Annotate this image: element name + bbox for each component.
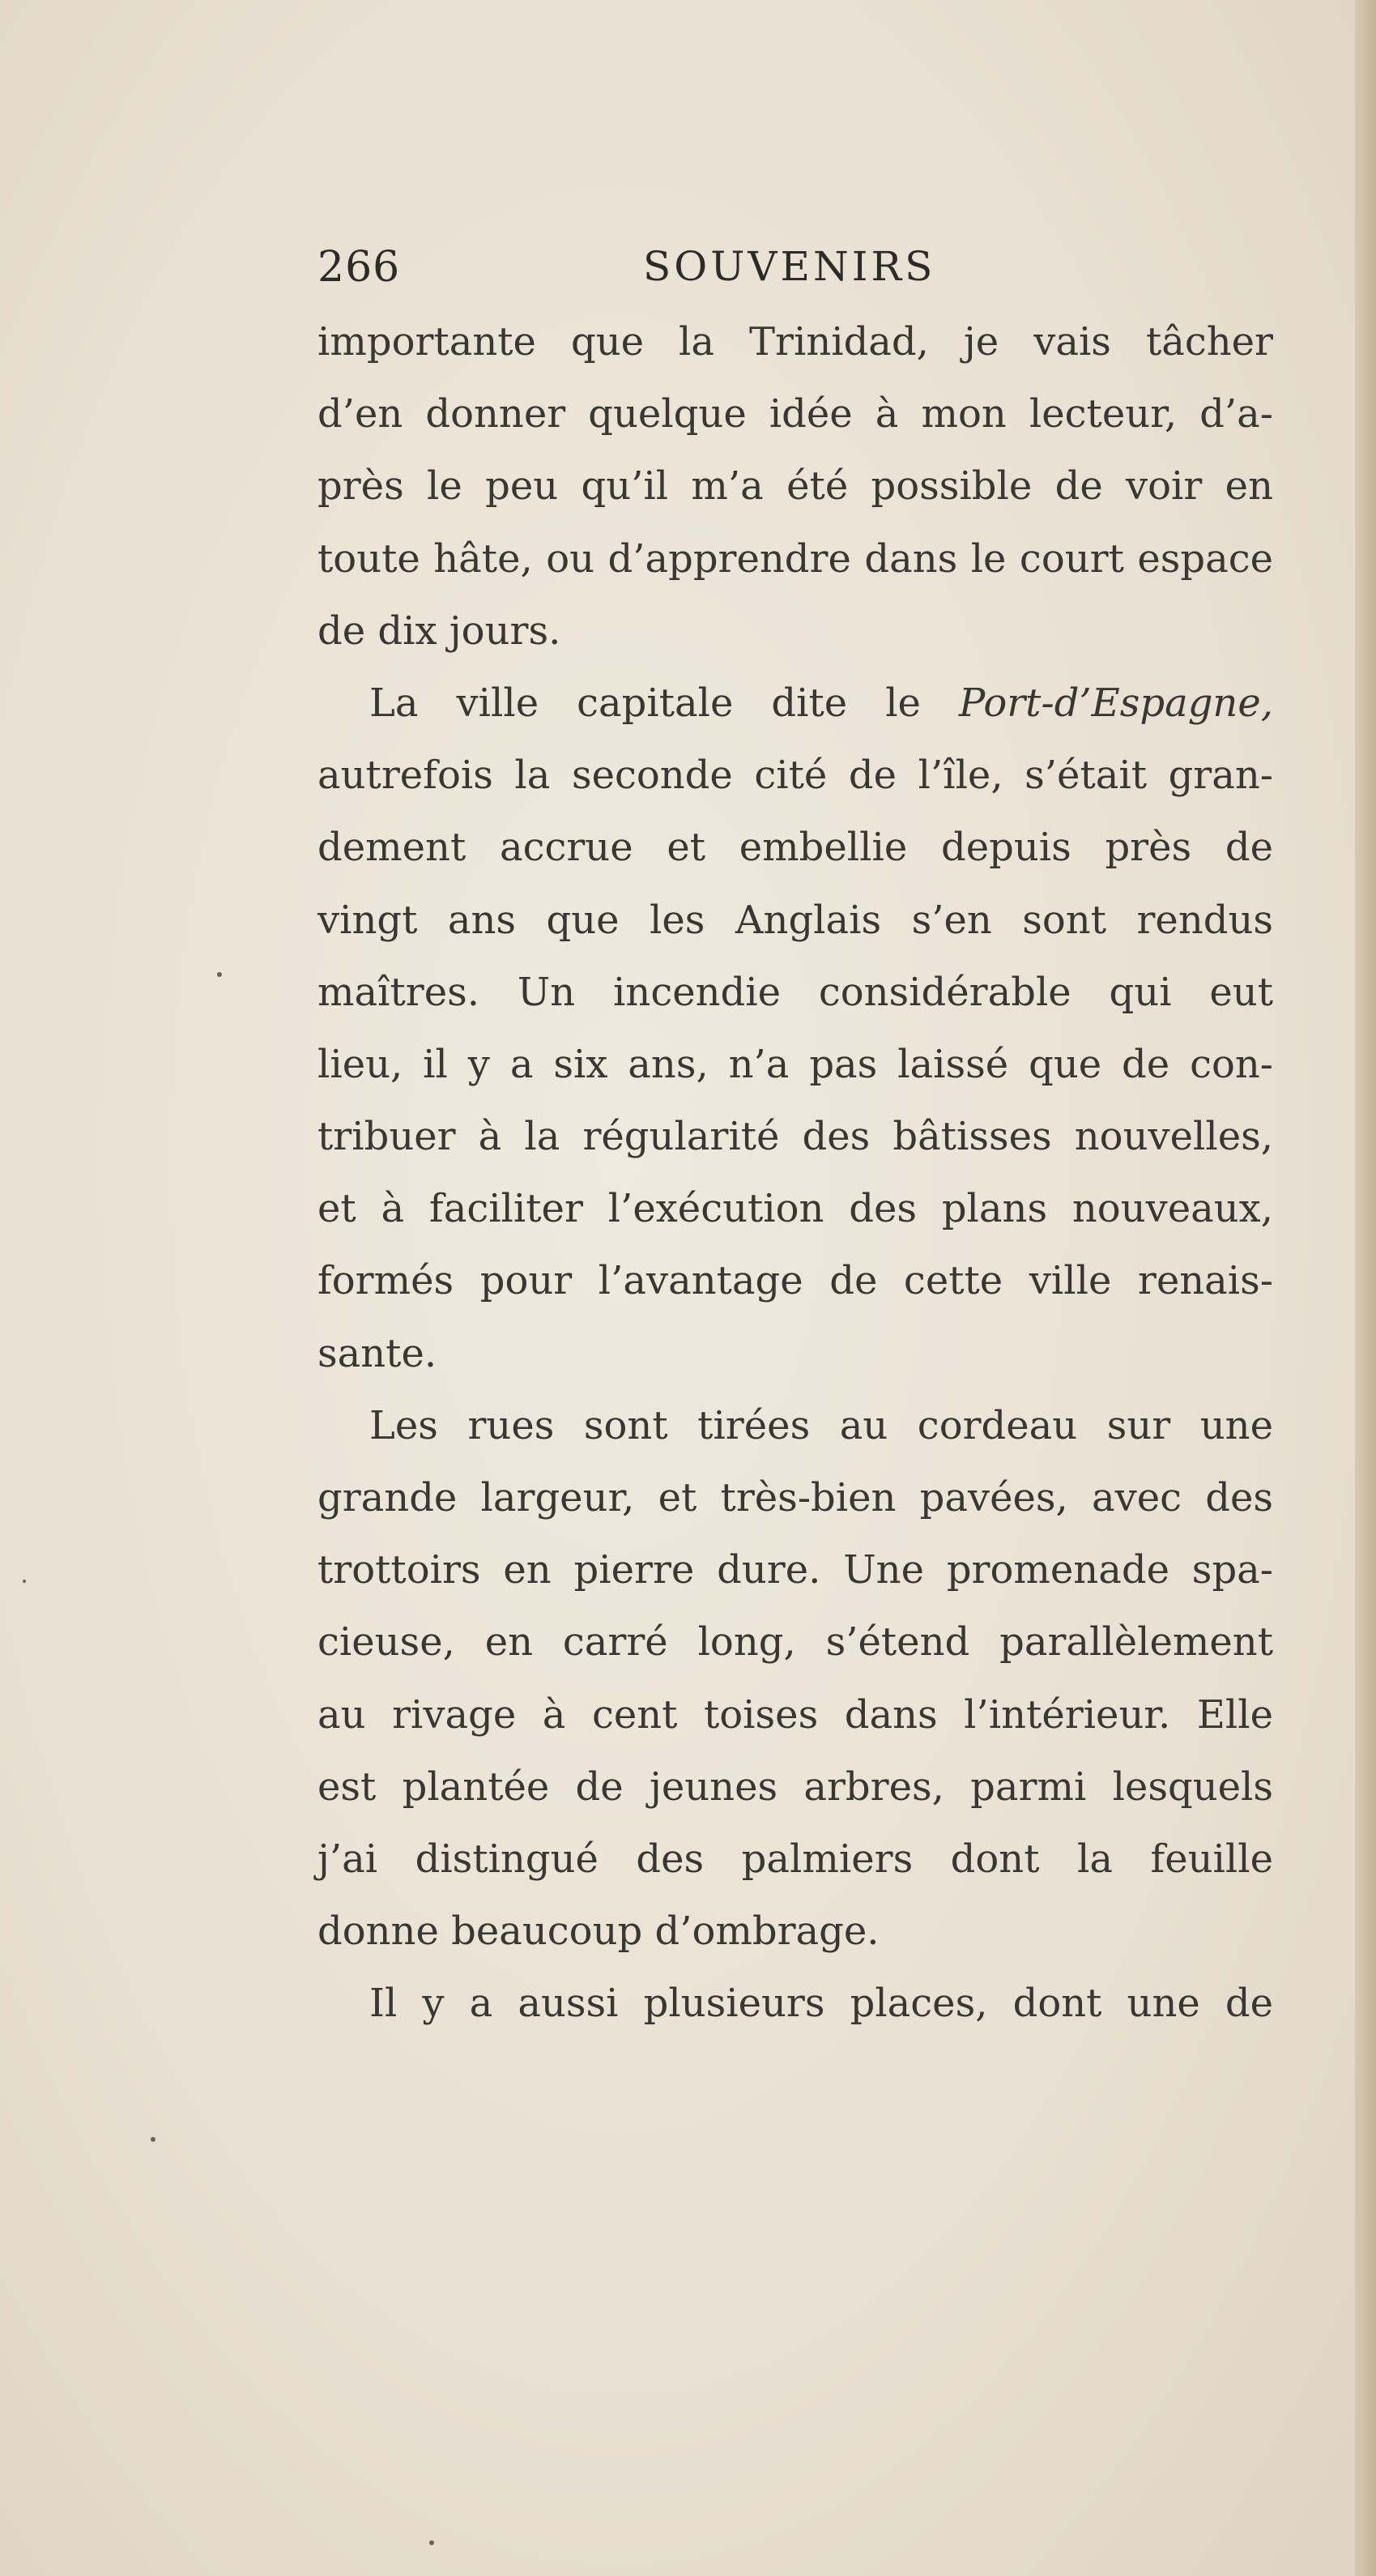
- text-body: [317, 306, 1273, 2041]
- text-line: vingt ans que les Anglais s’en sont rendus: [317, 897, 1273, 943]
- paper-speck: [23, 1580, 26, 1583]
- text-line: donne beaucoup d’ombrage.: [317, 1909, 880, 1955]
- page-edge: [1355, 0, 1376, 2576]
- page-number: 266: [317, 243, 401, 292]
- text-line: formés pour l’avantage de cette ville renais-: [317, 1258, 1273, 1304]
- text-line: maîtres. Un incendie considérable qui eut: [317, 969, 1273, 1015]
- paper-speck: [217, 972, 222, 977]
- paper-speck: [151, 2137, 155, 2142]
- text-line: importante que la Trinidad, je vais tâcher: [317, 319, 1273, 365]
- italic-place-name: Port-d’Espagne,: [958, 680, 1273, 726]
- text-line: Il y a aussi plusieurs places, dont une de: [369, 1981, 1273, 2027]
- paper-speck: [429, 2540, 434, 2545]
- text-line: toute hâte, ou d’apprendre dans le court espace: [317, 535, 1273, 582]
- text-line: cieuse, en carré long, s’étend parallèlement: [317, 1619, 1273, 1665]
- text-line: lieu, il y a six ans, n’a pas laissé que de con-: [317, 1041, 1273, 1087]
- running-head: SOUVENIRS: [643, 243, 936, 290]
- text-segment: La ville capitale dite le: [369, 680, 921, 726]
- text-line: autrefois la seconde cité de l’île, s’était gran-: [317, 753, 1273, 799]
- text-line: de dix jours.: [317, 608, 561, 654]
- text-line: au rivage à cent toises dans l’intérieur. Elle: [317, 1691, 1273, 1738]
- text-line: [317, 667, 1273, 740]
- text-line: tribuer à la régularité des bâtisses nouvelles,: [317, 1114, 1273, 1160]
- text-line: trottoirs en pierre dure. Une promenade spa-: [317, 1547, 1273, 1593]
- page-header: [317, 243, 1273, 308]
- text-line: d’en donner quelque idée à mon lecteur, d’a-: [317, 391, 1273, 437]
- text-line: j’ai distingué des palmiers dont la feuille: [317, 1836, 1273, 1882]
- text-line: sante.: [317, 1330, 437, 1376]
- text-line: Les rues sont tirées au cordeau sur une: [369, 1402, 1273, 1448]
- text-line: et à faciliter l’exécution des plans nouveaux,: [317, 1186, 1273, 1232]
- text-line: dement accrue et embellie depuis près de: [317, 825, 1273, 871]
- text-line: grande largeur, et très-bien pavées, avec des: [317, 1475, 1273, 1520]
- text-line: est plantée de jeunes arbres, parmi lesquels: [317, 1764, 1273, 1810]
- text-line: près le peu qu’il m’a été possible de voir en: [317, 463, 1273, 510]
